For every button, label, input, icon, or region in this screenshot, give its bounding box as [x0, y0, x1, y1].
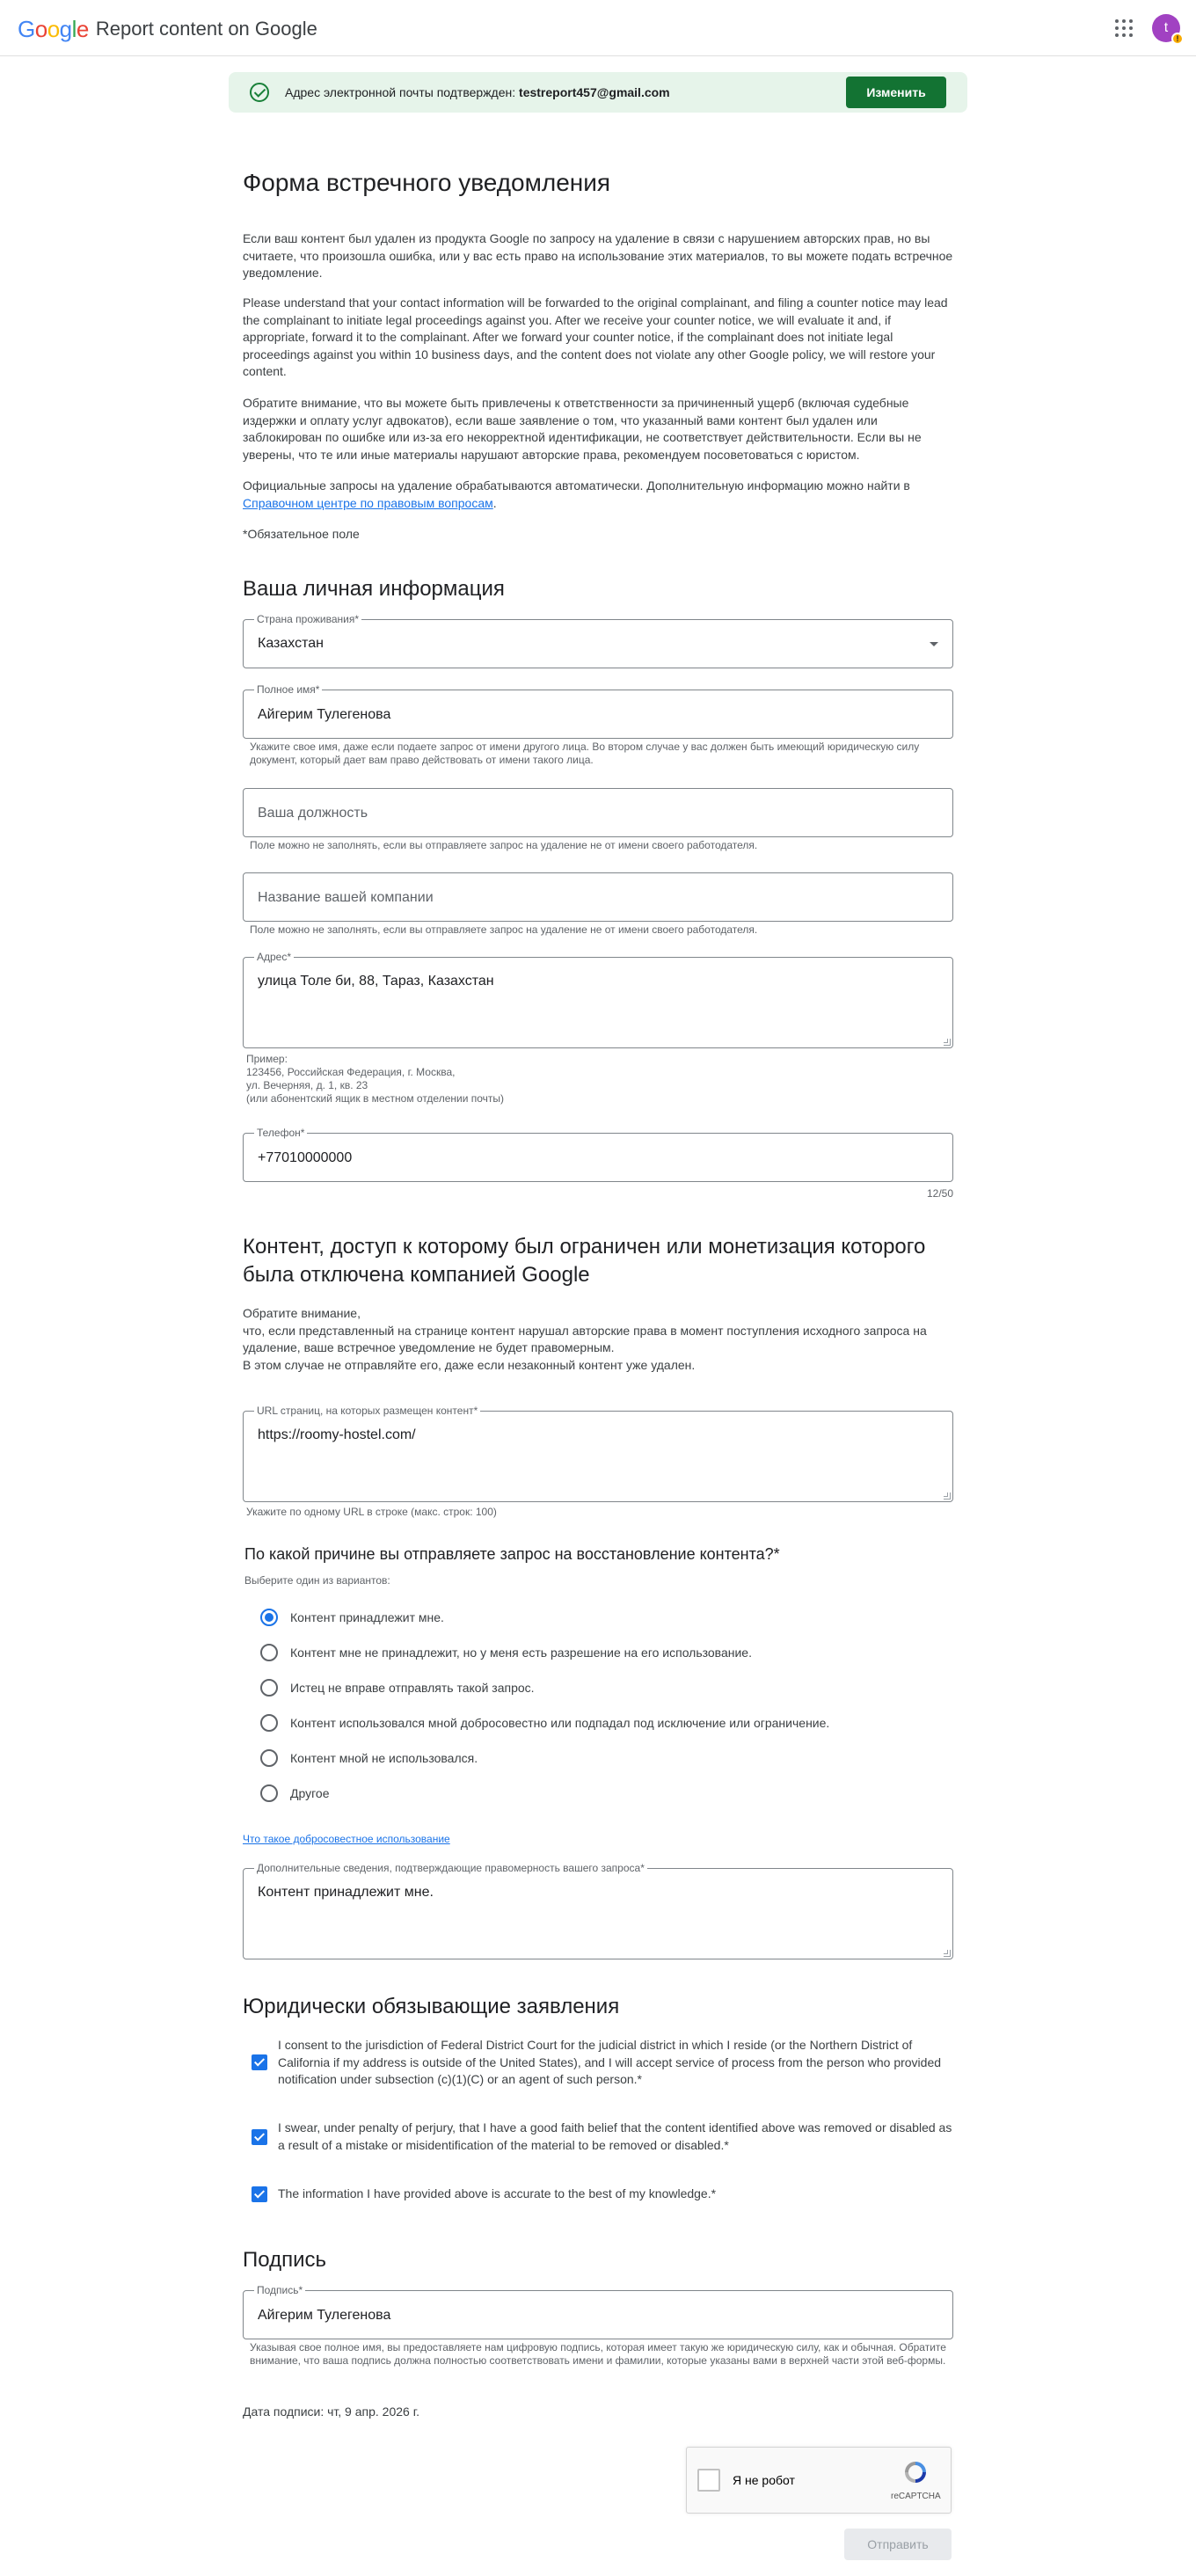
radio-icon[interactable] [260, 1679, 278, 1697]
logo-letter: o [34, 15, 47, 42]
reason-option-fair-use[interactable] [260, 1712, 829, 1733]
email-verified-banner [229, 72, 967, 113]
good-faith-checkbox[interactable] [252, 2129, 267, 2145]
radio-icon[interactable] [260, 1644, 278, 1661]
country-select[interactable] [243, 613, 953, 668]
section-title-personal: Ваша личная информация [243, 577, 505, 601]
reason-label: Истец не вправе отправлять такой запрос. [290, 1681, 535, 1695]
legal-help-center-link[interactable]: Справочном центре по правовым вопросам [243, 495, 493, 510]
accuracy-text: The information I have provided above is accurate to the best of my knowledge.* [278, 2186, 717, 2200]
url-label: URL страниц, на которых размещен контент* [254, 1405, 480, 1417]
phone-value: +77010000000 [258, 1150, 353, 1165]
position-hint: Поле можно не заполнять, если вы отправляете запрос на удаление не от имени своего работодателя. [250, 839, 758, 851]
reason-label: Контент использовался мной добросовестно или подпадал под исключение или ограничение. [290, 1716, 830, 1730]
fullname-hint: Укажите свое имя, даже если подаете запрос от имени другого лица. Во втором случае у вас должен быть имеющий юридическую силу документ, который дает вам право действовать от имени такого лица. [250, 741, 920, 766]
content-note-line: В этом случае не отправляйте его, даже если незаконный контент уже удален. [243, 1357, 696, 1372]
intro-p4-text: Официальные запросы на удаление обрабатываются автоматически. Дополнительную информацию можно найти в [243, 478, 910, 493]
phone-counter: 12/50 [926, 1187, 953, 1200]
section-title-signature: Подпись [243, 2248, 326, 2272]
recaptcha-label: Я не робот [733, 2473, 795, 2487]
recaptcha-brand: reCAPTCHA [891, 2492, 941, 2501]
signature-input[interactable] [243, 2284, 953, 2339]
details-value: Контент принадлежит мне. [258, 1885, 434, 1900]
reason-label: Другое [290, 1786, 330, 1800]
recaptcha-checkbox[interactable] [697, 2469, 720, 2492]
country-label: Страна проживания* [254, 613, 361, 625]
reason-option-other[interactable] [260, 1783, 329, 1804]
url-hint: Укажите по одному URL в строке (макс. строк: 100) [246, 1506, 497, 1518]
consent-jurisdiction-text: I consent to the jurisdiction of Federal District Court for the judicial district in which I reside (or the Northern District of California if my address is outside of the United States), and I will accept service of process from the person who provided notification under subsection (c)(1)(C) or an agent of such person.* [278, 2038, 942, 2086]
company-input[interactable] [243, 872, 953, 922]
address-example [246, 1053, 504, 1106]
resize-handle-icon[interactable] [944, 1950, 951, 1957]
warning-badge-icon: ! [1171, 33, 1184, 45]
reason-label: Контент мной не использовался. [290, 1751, 478, 1765]
recaptcha-logo-icon [901, 2458, 930, 2486]
content-note-line: Обратите внимание, [243, 1306, 361, 1320]
logo-letter: e [76, 15, 89, 42]
intro-p4-end: . [492, 495, 497, 510]
phone-label: Телефон* [254, 1127, 307, 1139]
company-placeholder: Название вашей компании [258, 890, 434, 905]
signature-hint: Указывая свое полное имя, вы предоставляете нам цифровую подпись, которая имеет такую же юридическую силу, как и обычная. Обратите внимание, что ваша подпись должна полностью соответствовать имени и фамилии, которые указаны вами в верхней части этой веб-формы. [250, 2341, 946, 2367]
app-header [0, 0, 1196, 56]
position-input[interactable] [243, 788, 953, 837]
apps-grid-icon[interactable] [1115, 19, 1133, 37]
avatar[interactable] [1152, 14, 1180, 42]
intro-paragraph-4 [243, 478, 953, 512]
check-circle-icon [250, 83, 269, 102]
address-value: улица Толе би, 88, Тараз, Казахстан [258, 974, 494, 989]
resize-handle-icon[interactable] [944, 1039, 951, 1046]
brand[interactable] [18, 16, 317, 42]
reason-question: По какой причине вы отправляете запрос на восстановление контента?* [244, 1545, 780, 1563]
intro-paragraph-1: Если ваш контент был удален из продукта Google по запросу на удаление в связи с нарушением авторских прав, но вы считаете, что произошла ошибка, или у вас есть право на использование этих материалов, то вы можете подать встречное уведомление. [243, 231, 953, 280]
url-textarea[interactable] [243, 1405, 953, 1502]
reason-hint: Выберите один из вариантов: [244, 1574, 390, 1587]
address-textarea[interactable] [243, 951, 953, 1048]
radio-icon[interactable] [260, 1714, 278, 1732]
avatar-letter: t [1163, 20, 1169, 35]
reason-option-permission[interactable] [260, 1642, 752, 1663]
country-value: Казахстан [258, 636, 324, 651]
change-email-button[interactable]: Изменить [846, 77, 946, 108]
fullname-input[interactable] [243, 683, 953, 739]
radio-icon[interactable] [260, 1784, 278, 1802]
section-title-content: Контент, доступ к которому был ограничен или монетизация которого была отключена компанией Google [243, 1235, 926, 1287]
address-example-line: 123456, Российская Федерация, г. Москва, [246, 1066, 456, 1078]
submit-button[interactable]: Отправить [844, 2529, 952, 2560]
consent-jurisdiction-checkbox[interactable] [252, 2054, 267, 2070]
phone-input[interactable] [243, 1127, 953, 1182]
logo-letter: g [59, 15, 72, 42]
reason-option-owner[interactable] [260, 1607, 444, 1628]
fullname-value: Айгерим Тулегенова [258, 707, 391, 722]
reason-option-no-right[interactable] [260, 1677, 535, 1698]
banner-message [285, 85, 670, 99]
dropdown-arrow-icon [930, 642, 938, 646]
address-example-line: Пример: [246, 1053, 288, 1065]
required-note: *Обязательное поле [243, 527, 360, 541]
reason-option-not-used[interactable] [260, 1748, 478, 1769]
fullname-label: Полное имя* [254, 683, 322, 696]
banner-text: Адрес электронной почты подтвержден: [285, 85, 520, 99]
recaptcha-widget [686, 2447, 952, 2514]
radio-checked-icon[interactable] [260, 1609, 278, 1626]
address-example-line: ул. Вечерняя, д. 1, кв. 23 [246, 1079, 368, 1091]
signature-value: Айгерим Тулегенова [258, 2308, 391, 2323]
page-title: Форма встречного уведомления [243, 169, 611, 196]
intro-paragraph-3: Обратите внимание, что вы можете быть привлечены к ответственности за причиненный ущерб (включая судебные издержки и оплату услуг адвокатов), если ваше заявление о том, что указанный вами контент был удален или заблокирован по ошибке или из-за его некорректной идентификации, не соответствует действительности. Если вы не уверены, что те или иные материалы нарушают авторские права, рекомендуем посоветоваться с юристом. [243, 396, 922, 462]
details-textarea[interactable] [243, 1862, 953, 1959]
reason-label: Контент мне не принадлежит, но у меня есть разрешение на его использование. [290, 1646, 752, 1660]
address-example-line: (или абонентский ящик в местном отделении почты) [246, 1092, 505, 1105]
reason-label: Контент принадлежит мне. [290, 1610, 444, 1624]
logo-letter: o [47, 15, 60, 42]
section-title-legal: Юридически обязывающие заявления [243, 1995, 620, 2018]
content-note-line: что, если представленный на странице контент нарушал авторские права в момент поступления исходного запроса на удаление, ваше встречное уведомление не будет правомерным. [243, 1323, 927, 1354]
fair-use-link[interactable]: Что такое добросовестное использование [243, 1833, 450, 1845]
logo-letter: G [18, 15, 35, 42]
logo-letter: l [71, 15, 77, 42]
details-label: Дополнительные сведения, подтверждающие правомерность вашего запроса* [254, 1862, 647, 1874]
signature-label: Подпись* [254, 2284, 305, 2296]
signature-date: Дата подписи: чт, 9 апр. 2026 г. [243, 2405, 419, 2419]
google-logo [18, 16, 89, 43]
banner-email: testreport457@gmail.com [519, 85, 670, 99]
good-faith-text: I swear, under penalty of perjury, that I have a good faith belief that the content identified above was removed or disabled as a result of a mistake or misidentification of the material to be removed or disabled.* [278, 2120, 952, 2152]
accuracy-checkbox[interactable] [252, 2186, 267, 2202]
content-note [243, 1305, 953, 1374]
address-label: Адрес* [254, 951, 294, 963]
url-value: https://roomy-hostel.com/ [258, 1427, 416, 1442]
header-title: Report content on Google [95, 18, 317, 40]
radio-icon[interactable] [260, 1749, 278, 1767]
company-hint: Поле можно не заполнять, если вы отправляете запрос на удаление не от имени своего работодателя. [250, 923, 758, 936]
resize-handle-icon[interactable] [944, 1492, 951, 1500]
position-placeholder: Ваша должность [258, 806, 368, 821]
intro-paragraph-2: Please understand that your contact information will be forwarded to the original complainant, and filing a counter notice may lead the complainant to initiate legal proceedings against you. After we receive your counter notice, we will evaluate it and, if appropriate, forward it to the complainant. After we forward your counter notice, if the complainant does not initiate legal proceedings against you within 10 business days, and the content does not violate any other Google policy, we will restore your content. [243, 296, 948, 378]
